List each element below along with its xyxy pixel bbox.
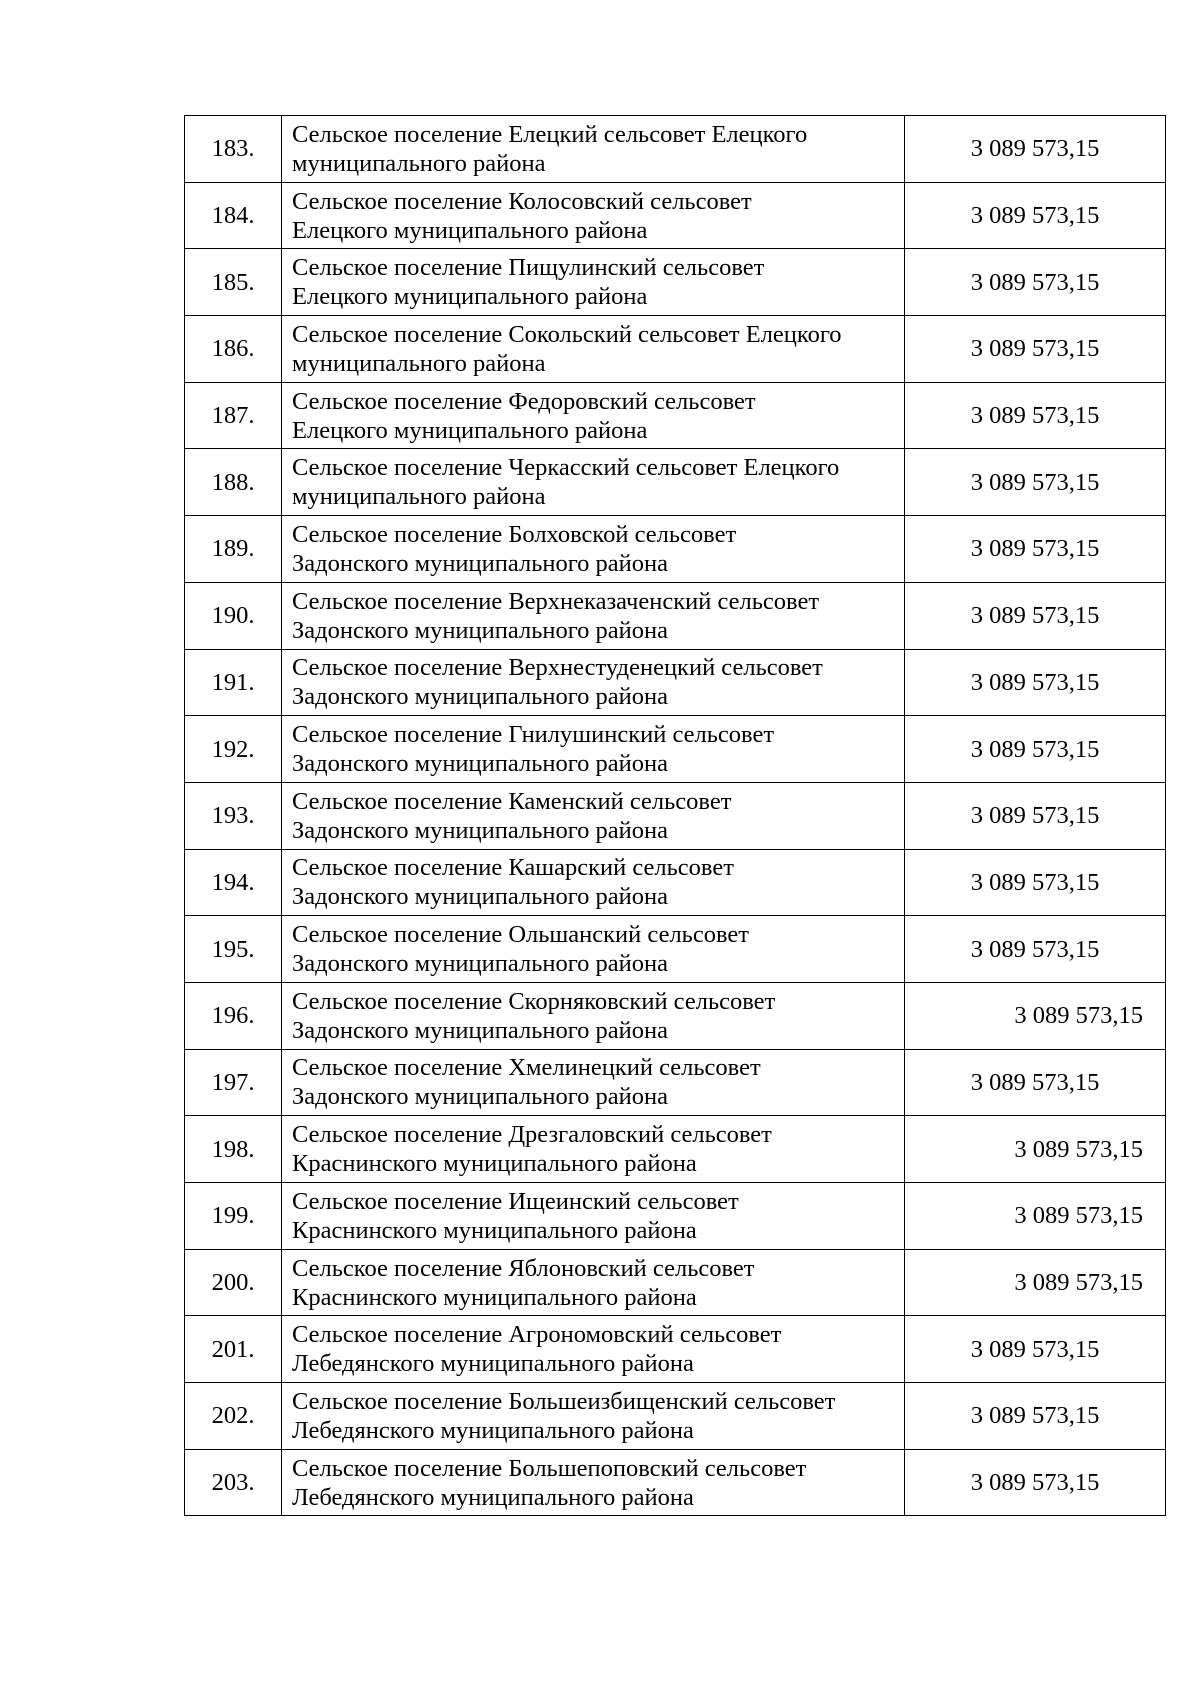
row-number: 195. (185, 916, 282, 983)
table-row (185, 649, 1166, 716)
settlement-name (282, 716, 905, 783)
table-row (185, 1183, 1166, 1250)
row-number: 188. (185, 449, 282, 516)
settlement-name-line1: Сельское поселение Большепоповский сельсовет (292, 1454, 807, 1482)
amount-value: 3 089 573,15 (905, 1116, 1166, 1183)
settlement-name-line2: Лебедянского муниципального района (292, 1416, 694, 1444)
settlement-name (282, 582, 905, 649)
settlement-name-line2: Краснинского муниципального района (292, 1283, 697, 1311)
row-number: 186. (185, 316, 282, 383)
settlement-name (282, 116, 905, 183)
amount-value: 3 089 573,15 (905, 1249, 1166, 1316)
table-row (185, 316, 1166, 383)
settlement-name (282, 1316, 905, 1383)
settlement-name-line2: Краснинского муниципального района (292, 1150, 697, 1178)
settlement-name (282, 1449, 905, 1516)
table-row (185, 582, 1166, 649)
amount-value: 3 089 573,15 (905, 382, 1166, 449)
amount-value: 3 089 573,15 (905, 582, 1166, 649)
table-row (185, 716, 1166, 783)
amount-value: 3 089 573,15 (905, 849, 1166, 916)
table-row (185, 916, 1166, 983)
table-row (185, 1316, 1166, 1383)
settlement-name (282, 449, 905, 516)
settlement-name (282, 649, 905, 716)
row-number: 189. (185, 516, 282, 583)
settlement-name (282, 1049, 905, 1116)
settlement-name-line2: Задонского муниципального района (292, 1016, 669, 1044)
settlement-name-line2: Елецкого муниципального района (292, 216, 648, 244)
settlement-name (282, 382, 905, 449)
settlement-name-line2: Лебедянского муниципального района (292, 1350, 694, 1378)
settlement-name-line2: муниципального района (292, 483, 546, 511)
table-row (185, 116, 1166, 183)
settlement-name (282, 782, 905, 849)
table-row (185, 1383, 1166, 1450)
settlement-name-line1: Сельское поселение Ольшанский сельсовет (292, 921, 749, 949)
row-number: 197. (185, 1049, 282, 1116)
settlement-name-line2: Задонского муниципального района (292, 750, 669, 778)
amount-value: 3 089 573,15 (905, 449, 1166, 516)
table-row (185, 1249, 1166, 1316)
row-number: 187. (185, 382, 282, 449)
table-row (185, 382, 1166, 449)
amount-value: 3 089 573,15 (905, 782, 1166, 849)
settlement-name (282, 1249, 905, 1316)
table-row (185, 782, 1166, 849)
row-number: 196. (185, 982, 282, 1049)
row-number: 185. (185, 249, 282, 316)
settlement-name (282, 516, 905, 583)
settlement-name-line1: Сельское поселение Кашарский сельсовет (292, 854, 734, 882)
table-row (185, 1049, 1166, 1116)
settlement-name-line2: Задонского муниципального района (292, 616, 669, 644)
settlement-name (282, 249, 905, 316)
row-number: 193. (185, 782, 282, 849)
amount-value: 3 089 573,15 (905, 182, 1166, 249)
settlement-name (282, 316, 905, 383)
table-body (185, 116, 1166, 1516)
settlement-name-line1: Сельское поселение Черкасский сельсовет Елецкого (292, 454, 840, 482)
amount-value: 3 089 573,15 (905, 516, 1166, 583)
table-row (185, 1449, 1166, 1516)
amount-value: 3 089 573,15 (905, 1183, 1166, 1250)
amount-value: 3 089 573,15 (905, 982, 1166, 1049)
amount-value: 3 089 573,15 (905, 1449, 1166, 1516)
amount-value: 3 089 573,15 (905, 1049, 1166, 1116)
settlement-name-line2: муниципального района (292, 349, 546, 377)
settlement-name (282, 1383, 905, 1450)
settlement-name (282, 916, 905, 983)
table-row (185, 516, 1166, 583)
row-number: 198. (185, 1116, 282, 1183)
settlement-name-line1: Сельское поселение Ищеинский сельсовет (292, 1187, 739, 1215)
settlement-name-line2: Елецкого муниципального района (292, 416, 648, 444)
settlement-name-line1: Сельское поселение Колосовский сельсовет (292, 187, 752, 215)
settlement-name (282, 982, 905, 1049)
row-number: 199. (185, 1183, 282, 1250)
settlement-name-line2: муниципального района (292, 149, 546, 177)
row-number: 202. (185, 1383, 282, 1450)
settlement-name (282, 849, 905, 916)
settlement-name-line1: Сельское поселение Скорняковский сельсовет (292, 987, 776, 1015)
row-number: 183. (185, 116, 282, 183)
settlement-name-line1: Сельское поселение Хмелинецкий сельсовет (292, 1054, 761, 1082)
row-number: 201. (185, 1316, 282, 1383)
settlement-name-line1: Сельское поселение Каменский сельсовет (292, 787, 732, 815)
row-number: 200. (185, 1249, 282, 1316)
settlement-name-line1: Сельское поселение Елецкий сельсовет Елецкого (292, 120, 808, 148)
table-row (185, 849, 1166, 916)
settlement-name (282, 1183, 905, 1250)
settlement-name-line1: Сельское поселение Верхнестуденецкий сельсовет (292, 654, 823, 682)
settlement-name-line2: Краснинского муниципального района (292, 1216, 697, 1244)
settlement-name-line1: Сельское поселение Верхнеказаченский сельсовет (292, 587, 820, 615)
amount-value: 3 089 573,15 (905, 116, 1166, 183)
settlement-name-line2: Задонского муниципального района (292, 549, 669, 577)
settlement-name-line2: Задонского муниципального района (292, 1083, 669, 1111)
table-row (185, 249, 1166, 316)
settlement-name (282, 182, 905, 249)
settlement-name-line1: Сельское поселение Федоровский сельсовет (292, 387, 756, 415)
settlement-name-line2: Задонского муниципального района (292, 950, 669, 978)
settlement-name-line2: Задонского муниципального района (292, 816, 669, 844)
row-number: 184. (185, 182, 282, 249)
amount-value: 3 089 573,15 (905, 1383, 1166, 1450)
amount-value: 3 089 573,15 (905, 1316, 1166, 1383)
settlement-name-line1: Сельское поселение Болховской сельсовет (292, 520, 737, 548)
row-number: 191. (185, 649, 282, 716)
settlement-name-line2: Задонского муниципального района (292, 683, 669, 711)
settlement-name-line1: Сельское поселение Яблоновский сельсовет (292, 1254, 755, 1282)
amount-value: 3 089 573,15 (905, 716, 1166, 783)
row-number: 192. (185, 716, 282, 783)
amount-value: 3 089 573,15 (905, 916, 1166, 983)
table-row (185, 182, 1166, 249)
table-row (185, 982, 1166, 1049)
settlement-name-line1: Сельское поселение Большеизбищенский сельсовет (292, 1387, 836, 1415)
amount-value: 3 089 573,15 (905, 316, 1166, 383)
settlement-name-line1: Сельское поселение Сокольский сельсовет Елецкого (292, 320, 842, 348)
allocation-table (184, 115, 1166, 1516)
row-number: 190. (185, 582, 282, 649)
settlement-name (282, 1116, 905, 1183)
settlement-name-line1: Сельское поселение Гнилушинский сельсовет (292, 721, 775, 749)
table-row (185, 449, 1166, 516)
amount-value: 3 089 573,15 (905, 249, 1166, 316)
settlement-name-line1: Сельское поселение Пищулинский сельсовет (292, 254, 765, 282)
settlement-name-line2: Задонского муниципального района (292, 883, 669, 911)
settlement-name-line1: Сельское поселение Агрономовский сельсовет (292, 1321, 782, 1349)
amount-value: 3 089 573,15 (905, 649, 1166, 716)
settlement-name-line2: Елецкого муниципального района (292, 283, 648, 311)
table-row (185, 1116, 1166, 1183)
row-number: 203. (185, 1449, 282, 1516)
settlement-name-line1: Сельское поселение Дрезгаловский сельсовет (292, 1121, 772, 1149)
row-number: 194. (185, 849, 282, 916)
settlement-name-line2: Лебедянского муниципального района (292, 1483, 694, 1511)
